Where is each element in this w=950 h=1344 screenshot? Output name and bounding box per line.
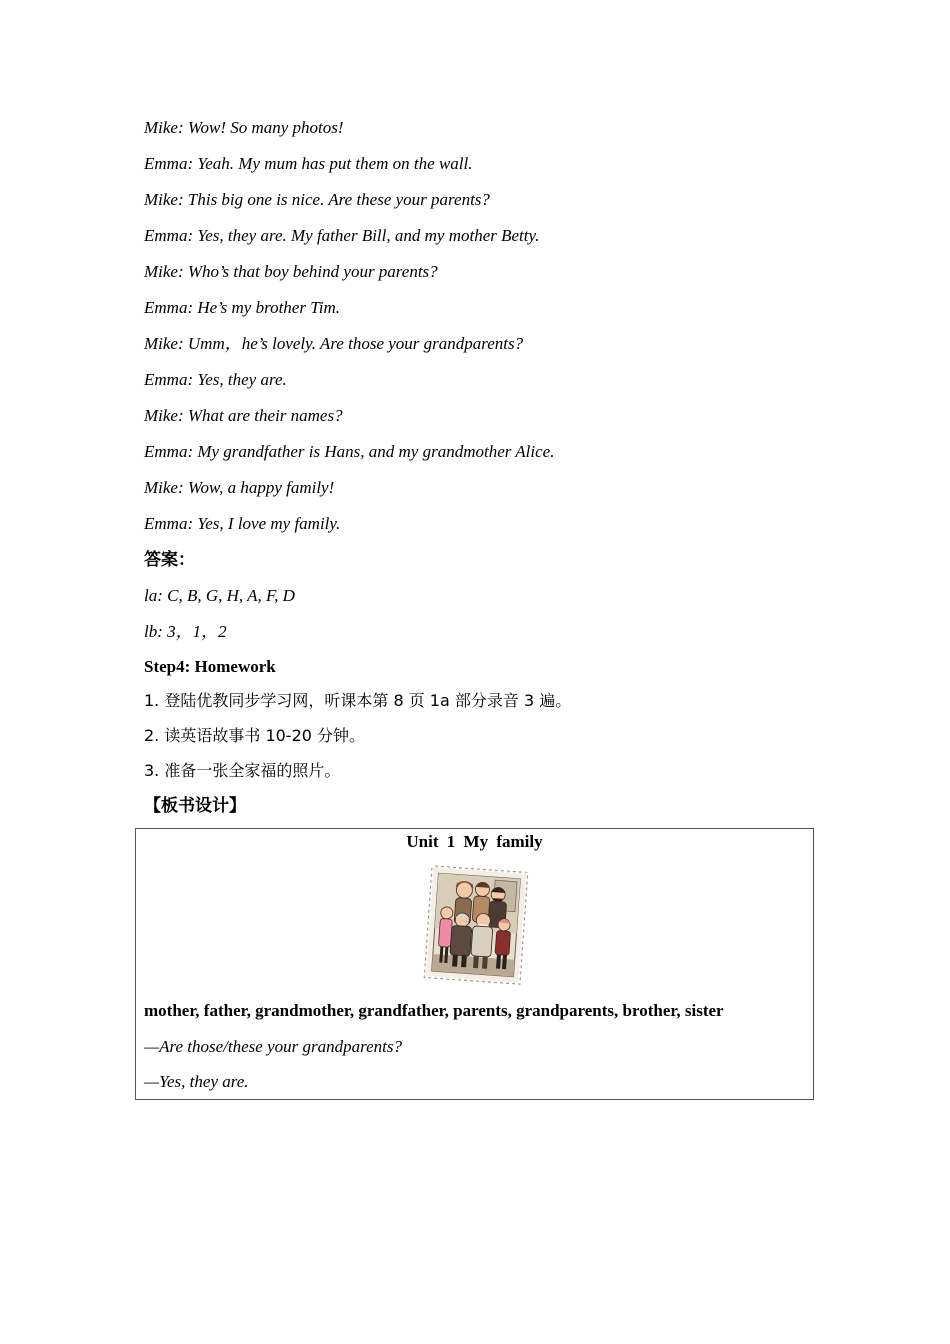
dialogue-line: Emma: My grandfather is Hans, and my grandmother Alice. <box>144 442 555 461</box>
homework-item: 1. 登陆优教同步学习网，听课本第 8 页 1a 部分录音 3 遍。 <box>144 691 572 710</box>
answer-la: la: C, B, G, H, A, F, D <box>144 586 295 605</box>
dialogue-line: Mike: Wow! So many photos! <box>144 118 344 137</box>
dialogue-line: Mike: What are their names? <box>144 406 343 425</box>
homework-item: 2. 读英语故事书 10-20 分钟。 <box>144 726 366 745</box>
dialogue-line: Mike: Umm，he’s lovely. Are those your grandparents? <box>144 334 524 353</box>
homework-item: 3. 准备一张全家福的照片。 <box>144 761 341 780</box>
dialogue-line: Emma: Yes, they are. <box>144 370 287 389</box>
dialogue-line: Emma: Yes, they are. My father Bill, and my mother Betty. <box>144 226 540 245</box>
dialogue-line: Mike: Who’s that boy behind your parents? <box>144 262 438 281</box>
board-design-box <box>135 828 814 1100</box>
board-question: —Are those/these your grandparents? <box>144 1037 402 1056</box>
dialogue-line: Mike: Wow, a happy family! <box>144 478 335 497</box>
dialogue-line: Emma: He’s my brother Tim. <box>144 298 340 317</box>
board-vocabulary: mother, father, grandmother, grandfather, parents, grandparents, brother, sister <box>144 1001 724 1020</box>
board-design-heading: 【板书设计】 <box>144 796 246 816</box>
answer-lb: lb: 3，1，2 <box>144 622 227 641</box>
answers-heading: 答案： <box>144 550 195 570</box>
board-reply: —Yes, they are. <box>144 1072 249 1091</box>
homework-heading: Step4: Homework <box>144 657 276 676</box>
dialogue-line: Emma: Yes, I love my family. <box>144 514 341 533</box>
board-title: Unit 1 My family <box>406 832 543 851</box>
family-photo-stamp-icon <box>422 863 530 987</box>
dialogue-line: Mike: This big one is nice. Are these your parents? <box>144 190 490 209</box>
dialogue-line: Emma: Yeah. My mum has put them on the wall. <box>144 154 473 173</box>
